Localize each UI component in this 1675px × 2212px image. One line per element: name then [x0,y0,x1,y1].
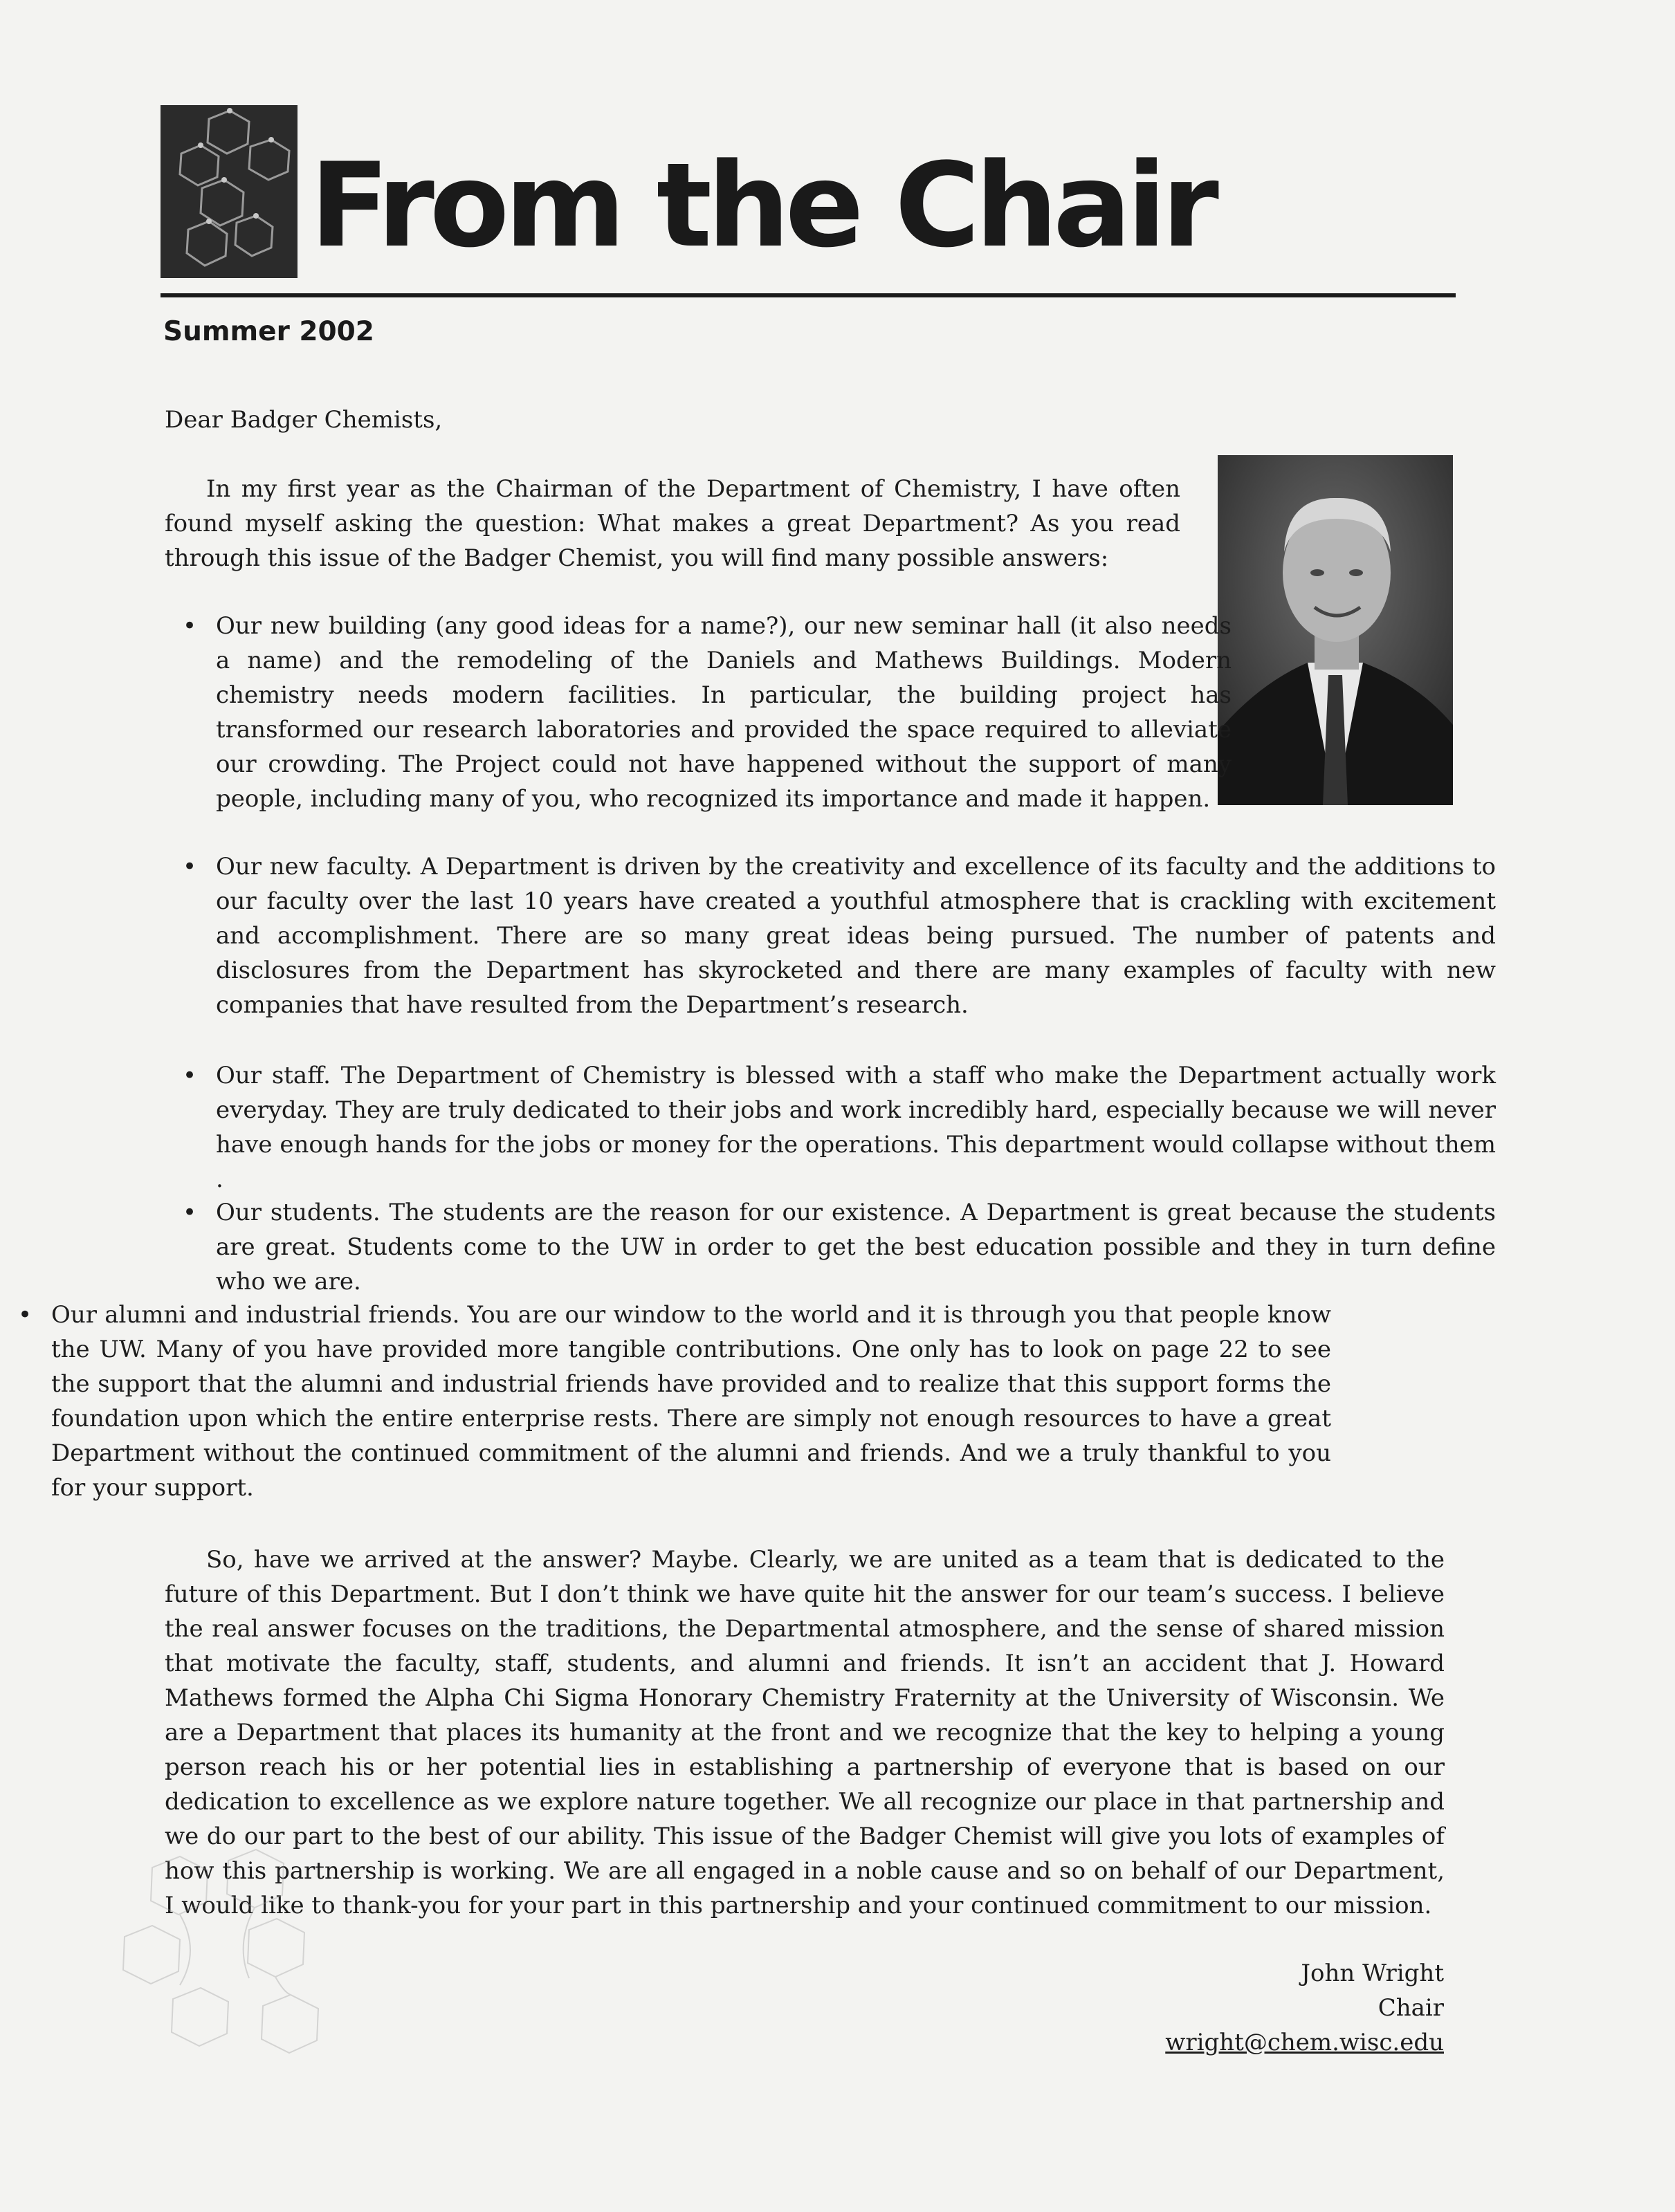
list-item [165,609,1232,816]
molecule-watermark-icon [111,1840,360,2078]
email-link[interactable]: wright@chem.wisc.edu [1165,2029,1444,2056]
list-item [165,1195,1496,1299]
list-item-text: Our staff. The Department of Chemistry is blessed with a staff who make the Department actually work everyday. They are truly dedicated to their jobs and work incredibly hard, especially because we will never have enough hands for the jobs or money for the operations. This department would collapse without them . [216,1062,1496,1193]
bullet-icon: • [183,1199,197,1226]
list-item [165,849,1496,1022]
intro-paragraph: In my first year as the Chairman of the Department of Chemistry, I have often found myself asking the question: What makes a great Department? As you read through this issue of the Badger Chemist, you will find many possible answers: [165,475,1180,572]
header-rule [161,293,1456,297]
list-item [0,1298,1331,1505]
bullet-icon: • [18,1301,33,1329]
list-item-text: Our students. The students are the reason for our existence. A Department is great because the students are great. Students come to the UW in order to get the best education possible and they in turn define who we are. [216,1199,1496,1296]
signature-block [1165,1956,1444,2060]
bullet-icon: • [183,853,197,881]
chair-portrait [1218,455,1453,805]
salutation: Dear Badger Chemists, [165,406,443,434]
signer-name: John Wright [1301,1960,1444,1987]
issue-date: Summer 2002 [163,316,374,347]
list-item-text: Our new faculty. A Department is driven by the creativity and excellence of its faculty and the additions to our faculty over the last 10 years have created a youthful atmosphere that is crackling with excitement and accomplishment. There are so many great ideas being pursued. The number of patents and disclosures from the Department has skyrocketed and there are many examples of faculty with new companies that have resulted from the Department’s research. [216,853,1496,1019]
bullet-icon: • [183,1062,197,1089]
bullet-icon: • [183,612,197,640]
page-title: From the Chair [310,138,1214,273]
list-item [165,1058,1496,1197]
list-item-text: Our new building (any good ideas for a name?), our new seminar hall (it also needs a name) and the remodeling of the Daniels and Mathews Buildings. Modern chemistry needs modern facilities. In particular, the building project has transformed our research laboratories and provided the space required to alleviate our crowding. The Project could not have happened without the support of many people, including many of you, who recognized its importance and made it happen. [216,612,1232,813]
list-item-text: Our alumni and industrial friends. You are our window to the world and it is through you that people know the UW. Many of you have provided more tangible contributions. One only has to look on page 22 to see the support that the alumni and industrial friends have provided and to realize that this support forms the foundation upon which the entire enterprise rests. There are simply not enough resources to have a great Department without the continued commitment of the alumni and friends. And we a truly thankful to you for your support. [51,1301,1331,1502]
signer-role: Chair [1377,1994,1444,2022]
molecule-logo-icon [161,105,298,278]
closing-paragraph: So, have we arrived at the answer? Maybe. Clearly, we are united as a team that is dedicated to the future of this Department. But I don’t think we have quite hit the answer for our team’s success. I believe the real answer focuses on the traditions, the Departmental atmosphere, and the sense of shared mission that motivate the faculty, staff, students, and alumni and friends. It isn’t an accident that J. Howard Mathews formed the Alpha Chi Sigma Honorary Chemistry Fraternity at the University of Wisconsin. We are a Department that places its humanity at the front and we recognize that the key to helping a young person reach his or her potential lies in establishing a partnership of everyone that is based on our dedication to excellence as we explore nature together. We all recognize our place in that partnership and we do our part to the best of our ability. This issue of the Badger Chemist will give you lots of examples of how this partnership is working. We are all engaged in a noble cause and so on behalf of our Department, I would like to thank-you for your part in this partnership and your continued commitment to our mission. [165,1546,1445,1919]
